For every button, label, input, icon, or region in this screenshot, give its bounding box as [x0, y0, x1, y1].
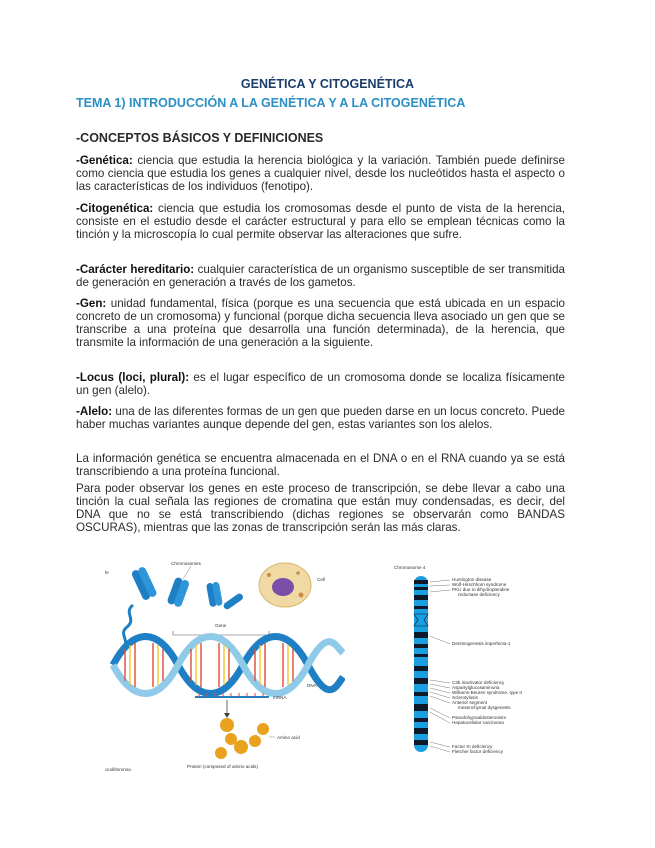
disorder-label: Anterior segment	[452, 700, 487, 705]
definition-text: una de las diferentes formas de un gen que pueden darse en un locus concreto. Puede haber muchas variantes aunque depende del gen, estas variantes son los alelos.	[76, 405, 565, 431]
disorder-label: reductase deficiency	[458, 592, 500, 597]
chromosomes-illustration	[131, 566, 245, 611]
definition-term: -Alelo:	[76, 405, 113, 418]
chromosome-title: Chromosome 4	[394, 565, 426, 570]
disorder-label: Pseudohypoaldosteronism	[452, 715, 507, 720]
disorder-label: Wolf-Hirschhorn syndrome	[452, 582, 507, 587]
definition-term: -Citogenética:	[76, 202, 154, 215]
disorder-label: Aspartylglucosaminuria	[452, 685, 500, 690]
definition-gen	[76, 297, 565, 349]
definition-text: ciencia que estudia los cromosomas desde el punto de vista de la herencia, consiste en el estudio desde el carácter estructural y para ello se emplean técnicas como la tinción y la microscopía lo cual permite observar las alteraciones que sufre.	[76, 202, 565, 241]
definition-term: -Genética:	[76, 154, 133, 167]
gene-expression-figure	[103, 557, 345, 775]
gene-label: Gene	[215, 623, 227, 628]
chromosome-4-ideogram	[392, 562, 542, 762]
amino-acid-label: Amino acid	[277, 735, 300, 740]
document-title: GENÉTICA Y CITOGENÉTICA	[240, 77, 415, 91]
credit-label: ocolllmmnna	[105, 767, 131, 772]
cell-illustration	[259, 563, 311, 607]
dna-label: DNA	[307, 683, 317, 688]
disorder-label: mesenchymal dysgenesis	[458, 705, 511, 710]
corner-label: fe	[105, 570, 109, 575]
definition-text: cualquier característica de un organismo susceptible de ser transmitida de generación en generación a través de los gametos.	[76, 263, 565, 289]
definition-term: -Carácter hereditario:	[76, 263, 195, 276]
definition-text: es el lugar específico de un cromosoma donde se localiza físicamente un gen (alelo).	[76, 371, 565, 397]
disorder-label: PKU due to dihydropteridine	[452, 587, 510, 592]
disorder-label: Huntington disease	[452, 577, 492, 582]
definition-text: unidad fundamental, física (porque es una secuencia que está ubicada en un espacio concreto de un cromosoma) y funcional (porque dicha secuencia lleva asociado un gen que se transcribe a una proteína que desarrolla una función determinada), de la herencia, que transmite la información de una generación a la siguiente.	[76, 297, 565, 349]
document-subtitle: TEMA 1) INTRODUCCIÓN A LA GENÉTICA Y A LA CITOGENÉTICA	[76, 96, 466, 110]
definition-alelo	[76, 405, 565, 431]
definition-citogenetica	[76, 202, 565, 241]
disorder-label: C3b inactivator deficiency	[452, 680, 505, 685]
cell-label: Cell	[317, 577, 325, 582]
definition-locus	[76, 371, 565, 397]
disorder-label: Factor XI deficiency	[452, 744, 493, 749]
disorder-label: Hepatocellular carcinoma	[452, 720, 504, 725]
section-heading: -CONCEPTOS BÁSICOS Y DEFINICIONES	[76, 131, 324, 145]
disorder-label: Sclerotylosis	[452, 695, 478, 700]
mrna-label: mRNA	[273, 695, 287, 700]
protein-illustration	[215, 718, 269, 759]
chromosome-body	[414, 576, 428, 752]
protein-label: Protein (composed of amino acids)	[187, 764, 258, 769]
disorder-label: Dentinogenesis imperfecta-1	[452, 641, 511, 646]
definition-genetica	[76, 154, 565, 193]
definition-text: ciencia que estudia la herencia biológica y la variación. También puede definirse como ciencia que estudia los genes a cualquier nivel, desde los nucleótidos hasta el aspecto o las características de los individuos (fenotipo).	[76, 154, 565, 193]
definition-term: -Locus (loci, plural):	[76, 371, 190, 384]
disorder-label: Fletcher factor deficiency	[452, 749, 504, 754]
chromosomes-label: Chromosomes	[171, 561, 201, 566]
paragraph-tincion: Para poder observar los genes en este proceso de transcripción, se debe llevar a cabo una tinción la cual señala las regiones de cromatina que están muy condensadas, es decir, del DNA que no se está transcribiendo (dichas regiones se observarán como BANDAS OSCURAS), mientras que las zonas de transcripción serán las más claras.	[76, 482, 565, 534]
definition-term: -Gen:	[76, 297, 107, 310]
definition-caracter-hereditario	[76, 263, 565, 289]
gene-bracket	[173, 631, 269, 635]
paragraph-informacion-genetica: La información genética se encuentra almacenada en el DNA o en el RNA cuando ya se está transcribiendo a una proteína funcional.	[76, 452, 565, 478]
disorder-label: Williams-Beuren syndrome, type II	[452, 690, 522, 695]
